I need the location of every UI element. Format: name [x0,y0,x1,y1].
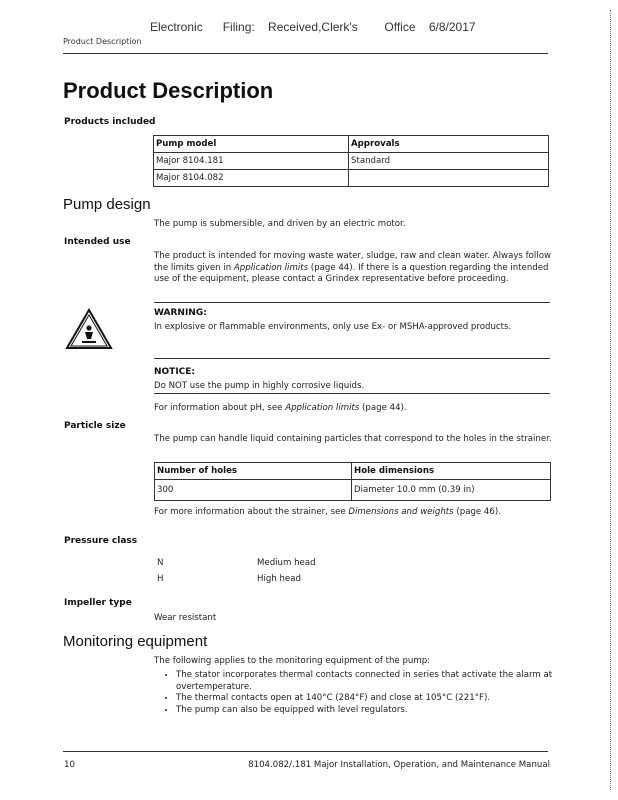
products-table [153,135,549,187]
strainer-info-a: For more information about the strainer, see [154,507,349,517]
notice-bottom-rule [154,393,550,394]
products-table-wrap [153,135,549,187]
impeller-type-label: Impeller type [64,598,132,608]
notice-label: NOTICE: [154,367,196,377]
ph-info-a: For information about pH, see [154,403,286,413]
cell-dimensions: Diameter 10.0 mm (0.39 in) [352,480,551,501]
page-title: Product Description [63,78,274,103]
strainer-info [154,507,554,519]
col-hole-dimensions: Hole dimensions [352,463,551,480]
scan-edge-line [610,10,612,790]
list-item: • The thermal contacts open at 140°C (284°F) and close at 105°C (221°F). [176,693,555,705]
monitoring-heading: Monitoring equipment [63,633,208,650]
table-row [155,480,551,501]
col-approvals: Approvals [349,136,549,153]
particle-size-text: The pump can handle liquid containing particles that correspond to the holes in the strainer. [154,434,552,444]
pressure-code: H [157,574,164,584]
pressure-row-h [157,574,557,586]
cell-holes: 300 [155,480,352,501]
particle-size-label: Particle size [64,421,126,431]
cell-approval [349,170,549,187]
cell-model: Major 8104.082 [154,170,349,187]
dimensions-weights-link[interactable]: Dimensions and weights [348,507,454,517]
pump-design-intro: The pump is submersible, and driven by an electric motor. [154,219,406,229]
warning-top-rule [154,302,550,303]
holes-table-wrap [154,462,551,501]
header-rule [63,53,548,54]
list-item: • The pump can also be equipped with level regulators. [176,705,555,717]
notice-text: Do NOT use the pump in highly corrosive liquids. [154,380,365,391]
products-included-label: Products included [64,117,156,127]
holes-table [154,462,551,501]
footer-manual-title: 8104.082/.181 Major Installation, Operation, and Maintenance Manual [248,760,550,770]
notice-block [154,367,554,392]
cell-model: Major 8104.181 [154,153,349,170]
pressure-class-label: Pressure class [64,536,138,546]
warning-bottom-rule [154,358,550,359]
pressure-row-n [157,558,557,570]
intended-use-text-b: (page 44). If there is a question regarding the intended use of the equipment, please contact a Grindex representative before proceeding. [154,262,549,284]
filing-stamp: Electronic Filing: Received,Clerk's Office 6/8/2017 [150,20,476,34]
warning-triangle-icon [65,308,113,350]
application-limits-link[interactable]: Application limits [233,262,309,273]
ph-application-limits-link[interactable]: Application limits [285,403,360,413]
running-header: Product Description [63,37,142,46]
intended-use-text-a: The product is intended for moving waste water, sludge, raw and clean water. Always follow the limits given in [154,251,551,273]
table-row [154,153,549,170]
table-row [154,170,549,187]
list-item: • The stator incorporates thermal contacts connected in series that activate the alarm at overtemperature. [176,670,555,693]
monitoring-list [160,670,555,716]
impeller-type-value: Wear resistant [154,613,217,623]
cell-approval: Standard [349,153,549,170]
monitoring-intro: The following applies to the monitoring equipment of the pump: [154,656,431,666]
col-pump-model: Pump model [154,136,349,153]
warning-text: In explosive or flammable environments, only use Ex- or MSHA-approved products. [154,321,512,332]
pressure-desc: Medium head [257,558,316,568]
ph-info [154,403,554,415]
footer-rule [63,751,548,752]
ph-info-b: (page 44). [359,403,407,413]
warning-block [154,308,554,333]
intended-use-label: Intended use [64,237,131,247]
col-number-of-holes: Number of holes [155,463,352,480]
warning-label: WARNING: [154,308,207,318]
pump-design-heading: Pump design [63,196,151,213]
pressure-code: N [157,558,164,568]
footer-page-number: 10 [64,760,75,770]
pressure-desc: High head [257,574,301,584]
strainer-info-b: (page 46). [453,507,501,517]
intended-use-text [154,251,554,286]
